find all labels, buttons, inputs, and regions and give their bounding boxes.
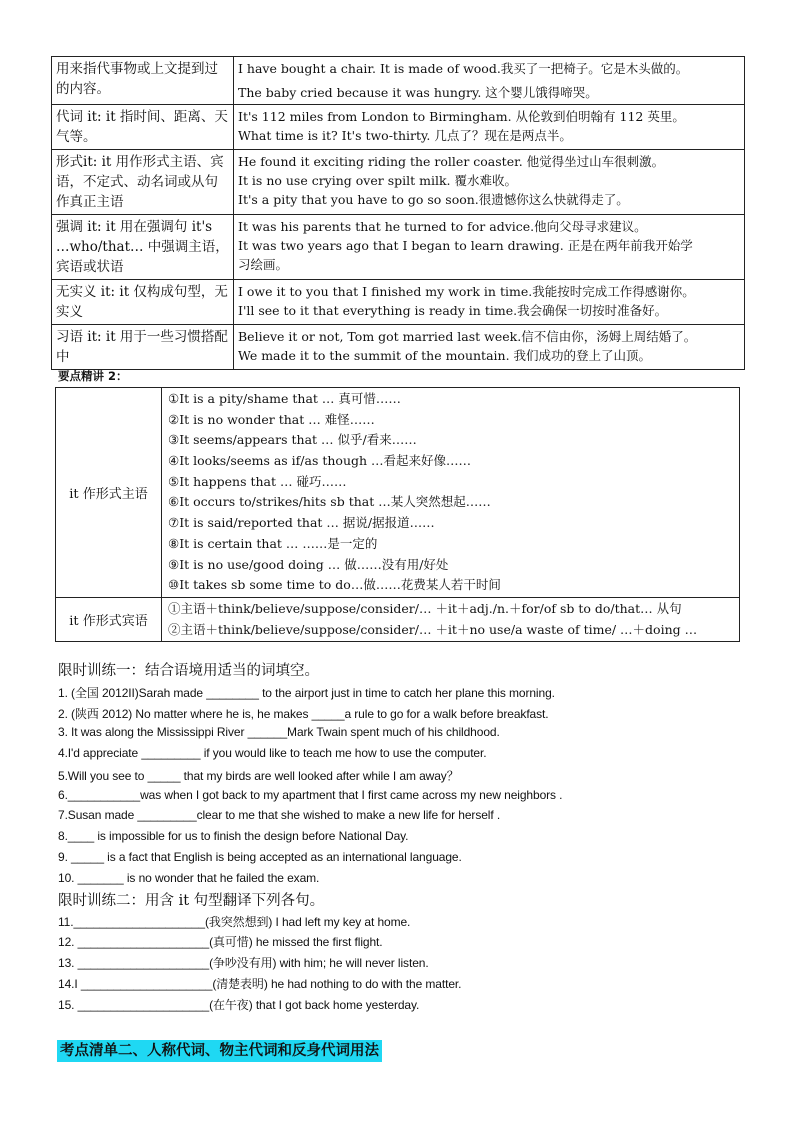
- pattern-item: ③It seems/appears that … 似乎/看来……: [168, 432, 417, 448]
- table-row: [56, 388, 740, 598]
- pattern-item: ①主语＋think/believe/suppose/consider/… ＋it＋adj./n.＋for/of sb to do/that… 从句: [168, 600, 682, 616]
- table-row: [52, 325, 745, 370]
- example-line: It was two years ago that I began to learn drawing. 正是在两年前我开始学: [238, 238, 693, 253]
- table-row: [56, 597, 740, 641]
- usage-cell: 无实义 it: it 仅构成句型，无实义: [52, 280, 234, 325]
- table-row: [52, 57, 745, 105]
- section-subheading: 要点精讲 2：: [58, 369, 128, 383]
- usage-cell: 用来指代事物或上文提到过的内容。: [52, 57, 234, 105]
- table-row: [52, 105, 745, 150]
- usage-cell: 习语 it: it 用于一些习惯搭配中: [52, 325, 234, 370]
- example-cell: [234, 150, 745, 215]
- example-cell: [234, 215, 745, 280]
- example-cell: [234, 57, 745, 105]
- example-line: It's 112 miles from London to Birmingham. 从伦敦到伯明翰有 112 英里。: [238, 109, 685, 124]
- example-cell: [234, 280, 745, 325]
- usage-cell: 形式it: it 用作形式主语、宾语，不定式、动名词或从句作真正主语: [52, 150, 234, 215]
- example-line: What time is it? It's two-thirty. 几点了？现在是两点半。: [238, 128, 572, 143]
- exercise-item: 12. ____________________(真可惜) he missed the first flight.: [58, 935, 383, 949]
- exercise-item: 13. ____________________(争吵没有用) with him; he will never listen.: [58, 956, 429, 970]
- example-line: I'll see to it that everything is ready in time.我会确保一切按时准备好。: [238, 303, 668, 318]
- it-pattern-table: [55, 387, 740, 642]
- exercise-item: 9. _____ is a fact that English is being accepted as an international language.: [58, 850, 462, 864]
- pattern-item: ⑨It is no use/good doing … 做……没有用/好处: [168, 556, 449, 572]
- example-line: 习绘画。: [238, 257, 289, 272]
- exercise-item: 2. (陕西 2012) No matter where he is, he makes _____a rule to go for a walk before breakfast.: [58, 707, 549, 721]
- usage-cell: 代词 it: it 指时间、距离、天气等。: [52, 105, 234, 150]
- example-line: It is no use crying over spilt milk. 覆水难收。: [238, 173, 517, 188]
- exercise-title: 限时训练二：用含 it 句型翻译下列各句。: [58, 893, 325, 909]
- pattern-item: ②主语＋think/believe/suppose/consider/… ＋it＋no use/a waste of time/ …＋doing …: [168, 621, 698, 637]
- table-row: [52, 150, 745, 215]
- exercise-item: 3. It was along the Mississippi River ______Mark Twain spent much of his childhood.: [58, 725, 500, 739]
- exercise-item: 8.____ is impossible for us to finish the design before National Day.: [58, 829, 409, 843]
- exercise-title: 限时训练一：结合语境用适当的词填空。: [58, 663, 319, 679]
- example-line: We made it to the summit of the mountain. 我们成功的登上了山顶。: [238, 348, 652, 363]
- exercise-item: 14.I ____________________(清楚表明) he had nothing to do with the matter.: [58, 977, 462, 991]
- example-line: I owe it to you that I finished my work in time.我能按时完成工作得感谢你。: [238, 284, 695, 299]
- exercise-item: 1. (全国 2012II)Sarah made ________ to the airport just in time to catch her plane this morning.: [58, 686, 555, 700]
- exercise-item: 6.___________was when I got back to my apartment that I first came across my new neighbors .: [58, 788, 563, 802]
- pattern-list: [162, 388, 740, 598]
- example-line: I have bought a chair. It is made of wood.我买了一把椅子。它是木头做的。: [238, 61, 689, 76]
- pattern-label: it 作形式主语: [56, 388, 162, 598]
- it-usage-table: [51, 56, 745, 370]
- example-line: It was his parents that he turned to for advice.他向父母寻求建议。: [238, 219, 647, 234]
- usage-cell: 强调 it: it 用在强调句 it's …who/that… 中强调主语，宾语或状语: [52, 215, 234, 280]
- section-banner: 考点清单二、人称代词、物主代词和反身代词用法: [57, 1040, 382, 1062]
- pattern-item: ⑧It is certain that … ……是一定的: [168, 535, 378, 551]
- example-cell: [234, 105, 745, 150]
- table-row: [52, 280, 745, 325]
- pattern-label: it 作形式宾语: [56, 597, 162, 641]
- exercise-item: 5.Will you see to _____ that my birds are well looked after while I am away？: [58, 769, 459, 783]
- pattern-item: ④It looks/seems as if/as though …看起来好像……: [168, 453, 472, 469]
- example-cell: [234, 325, 745, 370]
- example-line: He found it exciting riding the roller coaster. 他觉得坐过山车很刺激。: [238, 154, 665, 169]
- example-line: The baby cried because it was hungry. 这个婴儿饿得啼哭。: [238, 85, 598, 100]
- pattern-list: [162, 597, 740, 641]
- exercise-item: 11.____________________(我突然想到) I had left my key at home.: [58, 915, 411, 929]
- pattern-item: ①It is a pity/shame that … 真可惜……: [168, 391, 401, 406]
- exercise-item: 4.I'd appreciate _________ if you would like to teach me how to use the computer.: [58, 746, 487, 760]
- exercise-item: 10. _______ is no wonder that he failed the exam.: [58, 871, 320, 885]
- example-line: It's a pity that you have to go so soon.很遗憾你这么快就得走了。: [238, 192, 629, 207]
- exercise-item: 7.Susan made _________clear to me that she wished to make a new life for herself .: [58, 808, 501, 822]
- pattern-item: ②It is no wonder that … 难怪……: [168, 411, 375, 427]
- pattern-item: ⑩It takes sb some time to do…做……花费某人若干时间: [168, 577, 501, 593]
- table-row: [52, 215, 745, 280]
- pattern-item: ⑦It is said/reported that … 据说/据报道……: [168, 515, 435, 531]
- pattern-item: ⑤It happens that … 碰巧……: [168, 473, 347, 489]
- exercise-item: 15. ____________________(在午夜) that I got back home yesterday.: [58, 998, 420, 1012]
- example-line: Believe it or not, Tom got married last week.信不信由你，汤姆上周结婚了。: [238, 329, 697, 344]
- pattern-item: ⑥It occurs to/strikes/hits sb that …某人突然想起……: [168, 494, 491, 510]
